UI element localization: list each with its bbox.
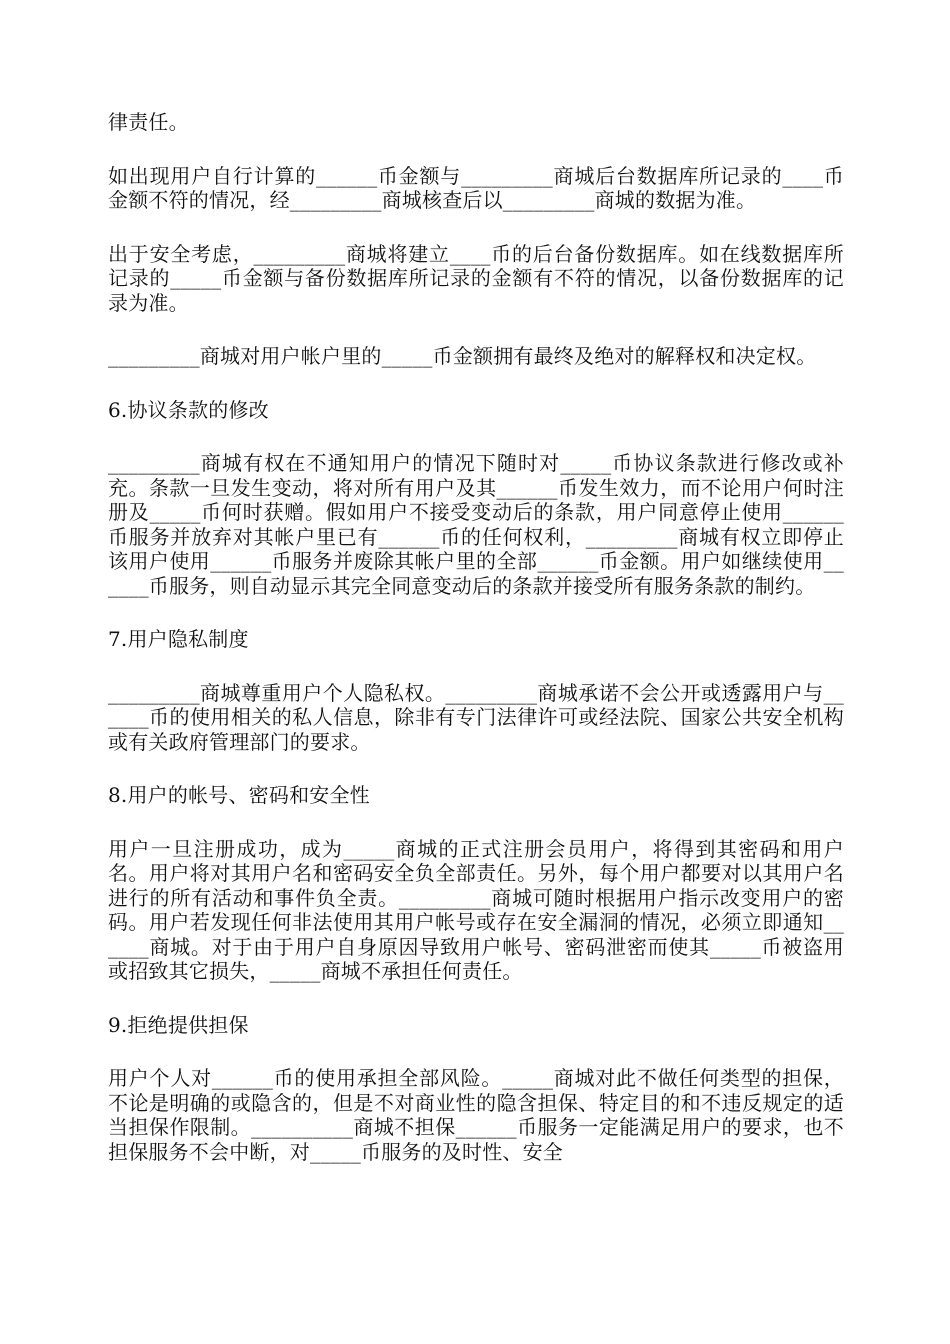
section-heading-6: 6.协议条款的修改 xyxy=(108,397,269,422)
paragraph-liability-end: 律责任。 xyxy=(108,110,189,134)
document-body xyxy=(108,110,844,1193)
section-heading-7: 7.用户隐私制度 xyxy=(108,627,249,651)
section-heading-8: 8.用户的帐号、密码和安全性 xyxy=(108,783,370,807)
paragraph-account-security: 用户一旦注册成功，成为_____商城的正式注册会员用户，将得到其密码和用户名。用户将对其用户名和密码安全负全部责任。另外，每个用户都要对以其用户名进行的所有活动和事件负全责。_________商城可随时根据用户指示改变用户的密码。用户若发现任何非法使用其用户帐号或存在安全漏洞的情况，必须立即通知______商城。对于由于用户自身原因导致用户帐号、密码泄密而使其_____币被盗用或招致其它损失，_____商城不承担任何责任。 xyxy=(108,836,844,983)
paragraph-interpretation-right: _________商城对用户帐户里的_____币金额拥有最终及绝对的解释权和决定权。 xyxy=(108,344,817,368)
section-heading-9: 9.拒绝提供担保 xyxy=(108,1012,249,1037)
paragraph-terms-modification: _________商城有权在不通知用户的情况下随时对_____币协议条款进行修改或补充。条款一旦发生变动，将对所有用户及其______币发生效力，而不论用户何时注册及_____币何时获赠。假如用户不接受变动后的条款，用户同意停止使用______币服务并放弃对其帐户里已有______币的任何权利，_________商城有权立即停止该用户使用______币服务并废除其帐户里的全部______币金额。用户如继续使用______币服务，则自动显示其完全同意变动后的条款并接受所有服务条款的制约。 xyxy=(108,451,844,598)
paragraph-privacy: _________商城尊重用户个人隐私权。_________商城承诺不会公开或透露用户与______币的使用相关的私人信息，除非有专门法律许可或经法院、国家公共安全机构或有关政府管理部门的要求。 xyxy=(108,680,844,754)
paragraph-backup-database: 出于安全考虑，_________商城将建立____币的后台备份数据库。如在线数据库所记录的_____币金额与备份数据库所记录的金额有不符的情况，以备份数据库的记录为准。 xyxy=(108,241,844,315)
paragraph-amount-mismatch: 如出现用户自行计算的______币金额与_________商城后台数据库所记录的____币金额不符的情况，经_________商城核查后以_________商城的数据为准。 xyxy=(108,163,844,212)
paragraph-no-warranty: 用户个人对______币的使用承担全部风险。_____商城对此不做任何类型的担保，不论是明确的或隐含的，但是不对商业性的隐含担保、特定目的和不违反规定的适当担保作限制。__________商城不担保______币服务一定能满足用户的要求，也不担保服务不会中断，对_____币服务的及时性、安全 xyxy=(108,1066,844,1164)
